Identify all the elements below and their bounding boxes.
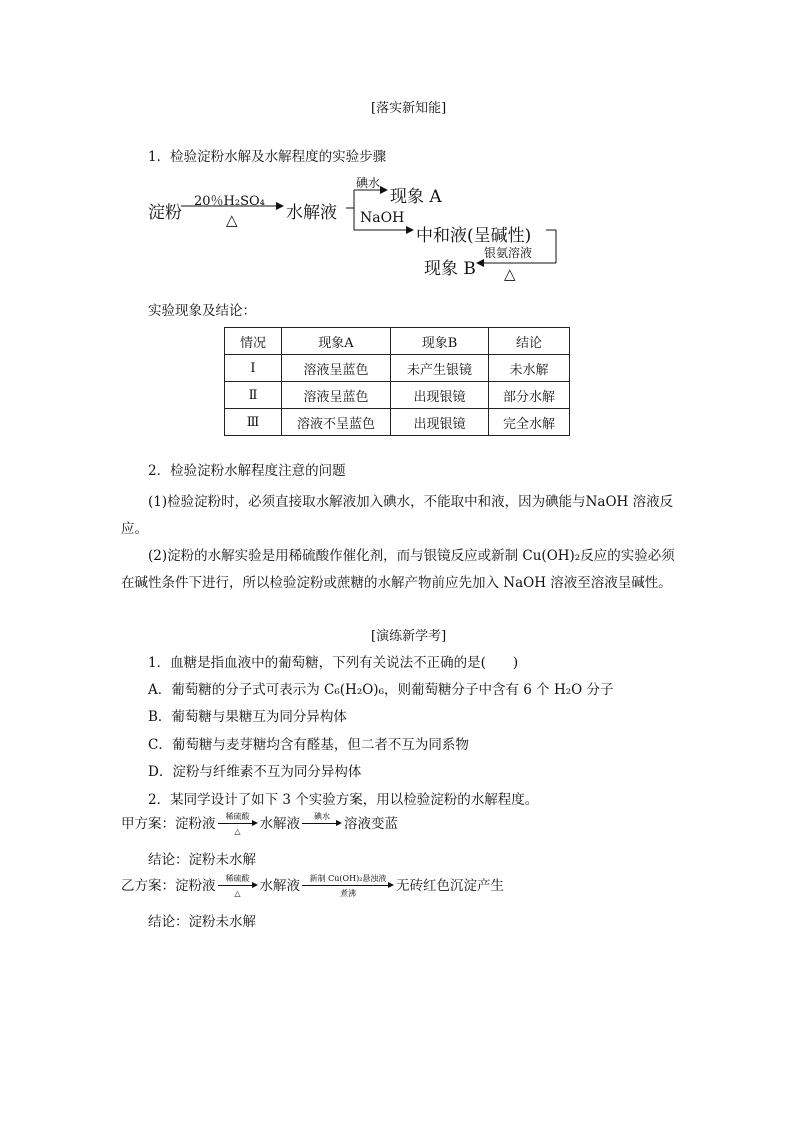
table-cell: Ⅱ — [225, 382, 282, 409]
diagram-heat-2: △ — [504, 265, 516, 283]
table-cell: 溶液不呈蓝色 — [282, 409, 391, 436]
plan-yi — [121, 874, 504, 898]
plan-jia-arrow-1 — [218, 812, 258, 836]
q1-option-a: A．葡萄糖的分子式可表示为 C₆(H₂O)₆，则葡萄糖分子中含有 6 个 H₂O 分子 — [148, 682, 614, 698]
arrow-label-top: 稀硫酸 — [225, 812, 250, 821]
diagram-neutralized: 中和液(呈碱性) — [416, 226, 532, 246]
item1-heading: 1．检验淀粉水解及水解程度的实验步骤 — [148, 149, 387, 165]
results-table — [224, 327, 570, 436]
q1-stem: 1．血糖是指血液中的葡萄糖，下列有关说法不正确的是( ) — [148, 655, 519, 671]
table-row — [225, 382, 570, 409]
diagram-naoh: NaOH — [360, 210, 405, 226]
arrow-line — [218, 821, 258, 827]
arrow-label-bottom: △ — [234, 827, 241, 836]
table-cell: 出现银镜 — [391, 409, 489, 436]
q1-option-d: D．淀粉与纤维素不互为同分异构体 — [148, 764, 362, 780]
note-1: (1)检验淀粉时，必须直接取水解液加入碘水，不能取中和液，因为碘能与NaOH 溶液反应。 — [121, 494, 674, 537]
diagram-heat-1: △ — [226, 211, 238, 229]
diagram-hydrolysate: 水解液 — [286, 203, 337, 223]
table-cell: 完全水解 — [489, 409, 570, 436]
q2-stem: 2．某同学设计了如下 3 个实验方案，用以检验淀粉的水解程度。 — [148, 792, 539, 808]
section-title-practice-knowledge: [落实新知能] — [371, 101, 447, 116]
q1-option-b: B．葡萄糖与果糖互为同分异构体 — [148, 709, 347, 725]
table-row — [225, 409, 570, 436]
table-header-cell: 结论 — [489, 328, 570, 355]
arrow-line — [302, 883, 394, 889]
table-cell: Ⅲ — [225, 409, 282, 436]
table-cell: 未水解 — [489, 355, 570, 382]
table-header-cell: 现象B — [391, 328, 489, 355]
plan-yi-label: 乙方案：淀粉液 — [121, 878, 216, 894]
plan-yi-mid: 水解液 — [259, 878, 300, 894]
table-cell: Ⅰ — [225, 355, 282, 382]
table-header-row — [225, 328, 570, 355]
plan-yi-arrow-1 — [218, 874, 258, 898]
table-cell: 部分水解 — [489, 382, 570, 409]
table-row — [225, 355, 570, 382]
arrow-line — [302, 821, 342, 827]
arrow-label-bottom: 煮沸 — [340, 889, 356, 898]
plan-jia-arrow-2 — [302, 812, 342, 836]
plan-jia — [121, 812, 398, 836]
diagram-phenomenon-a: 现象 A — [390, 187, 442, 207]
arrow-label-top: 新制 Cu(OH)₂悬浊液 — [309, 874, 387, 883]
diagram-iodine: 碘水 — [356, 176, 381, 190]
arrow-label-top: 稀硫酸 — [225, 874, 250, 883]
table-cell: 溶液呈蓝色 — [282, 382, 391, 409]
section-title-practice-exam: [演练新学考] — [371, 629, 447, 644]
arrow-line — [218, 883, 258, 889]
q1-option-c: C．葡萄糖与麦芽糖均含有醛基，但二者不互为同系物 — [148, 737, 469, 753]
table-header-cell: 现象A — [282, 328, 391, 355]
plan-yi-arrow-2 — [302, 874, 394, 898]
diagram-silver-ammonia: 银氨溶液 — [484, 246, 533, 260]
item2-heading: 2．检验淀粉水解程度注意的问题 — [148, 463, 346, 479]
conclusion-heading: 实验现象及结论： — [148, 303, 256, 319]
plan-jia-label: 甲方案：淀粉液 — [121, 816, 216, 832]
plan-jia-end: 溶液变蓝 — [344, 816, 398, 832]
table-cell: 未产生银镜 — [391, 355, 489, 382]
plan-jia-mid: 水解液 — [259, 816, 300, 832]
diagram-starch: 淀粉 — [148, 203, 182, 223]
plan-yi-end: 无砖红色沉淀产生 — [396, 878, 504, 894]
table-header-cell: 情况 — [225, 328, 282, 355]
hydrolysis-diagram — [148, 170, 578, 283]
table-cell: 出现银镜 — [391, 382, 489, 409]
plan-yi-conclusion: 结论：淀粉未水解 — [148, 914, 256, 930]
diagram-phenomenon-b: 现象 B — [424, 259, 476, 279]
table-cell: 溶液呈蓝色 — [282, 355, 391, 382]
note-2: (2)淀粉的水解实验是用稀硫酸作催化剂，而与银镜反应或新制 Cu(OH)₂反应的实验必须在碱性条件下进行，所以检验淀粉或蔗糖的水解产物前应先加入 NaOH 溶液至溶液呈碱性。 — [121, 548, 675, 591]
plan-jia-conclusion: 结论：淀粉未水解 — [148, 852, 256, 868]
diagram-reagent-sulfuric: 20％H₂SO₄ — [194, 194, 265, 209]
arrow-label-bottom: △ — [234, 889, 241, 898]
arrow-label-top: 碘水 — [314, 812, 330, 821]
